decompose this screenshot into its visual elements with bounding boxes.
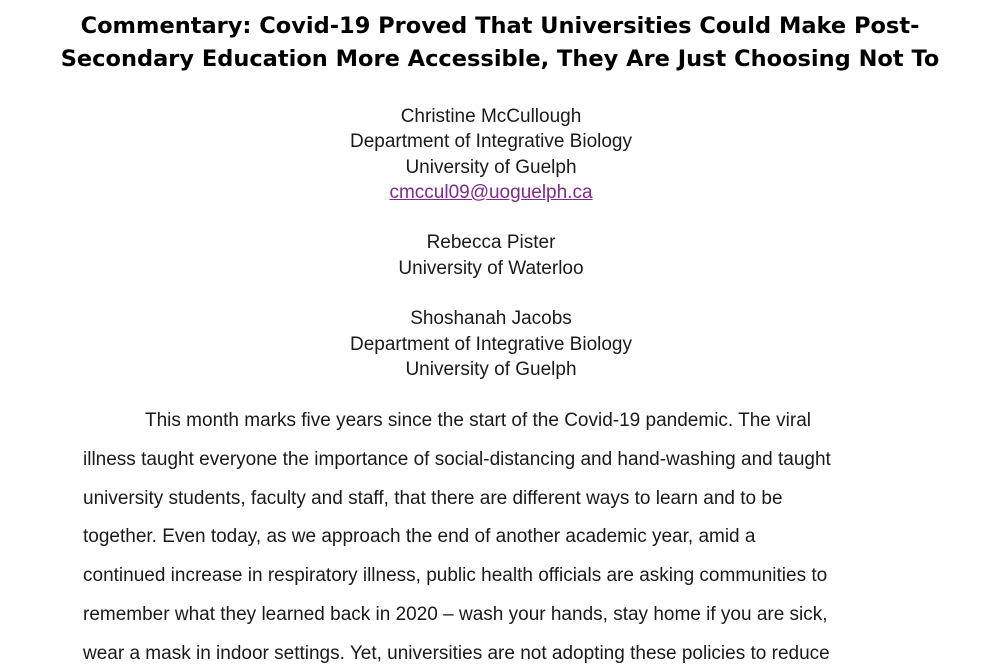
body-line: illness taught everyone the importance of social-distancing and hand-washing and taught <box>83 448 831 470</box>
body-line: remember what they learned back in 2020 – wash your hands, stay home if you are sick, <box>83 603 828 625</box>
title-line-1: Commentary: Covid-19 Proved That Universities Could Make Post- <box>80 13 920 39</box>
author-email-link[interactable]: cmccul09@uoguelph.ca <box>389 181 593 203</box>
author-block-1 <box>0 104 982 205</box>
body-line: university students, faculty and staff, that there are different ways to learn and to be <box>83 487 783 509</box>
author-block-3 <box>0 306 982 382</box>
author-block-2 <box>0 230 982 281</box>
author-institution: University of Guelph <box>405 358 577 380</box>
author-institution: University of Guelph <box>405 156 577 178</box>
title-line-2: Secondary Education More Accessible, They Are Just Choosing Not To <box>60 46 940 72</box>
author-list <box>0 104 982 408</box>
body-line: continued increase in respiratory illness, public health officials are asking communities to <box>83 565 828 587</box>
document-title <box>60 10 940 76</box>
author-name: Christine McCullough <box>400 106 582 127</box>
body-paragraph <box>83 402 913 666</box>
author-department: Department of Integrative Biology <box>350 333 632 355</box>
body-line: together. Even today, as we approach the end of another academic year, amid a <box>83 526 756 548</box>
author-name: Rebecca Pister <box>426 232 556 254</box>
body-line: wear a mask in indoor settings. Yet, universities are not adopting these policies to reduce <box>83 642 830 664</box>
author-institution: University of Waterloo <box>398 257 584 279</box>
author-department: Department of Integrative Biology <box>350 131 632 153</box>
body-line: This month marks five years since the start of the Covid-19 pandemic. The viral <box>145 410 811 431</box>
author-name: Shoshanah Jacobs <box>410 308 572 330</box>
